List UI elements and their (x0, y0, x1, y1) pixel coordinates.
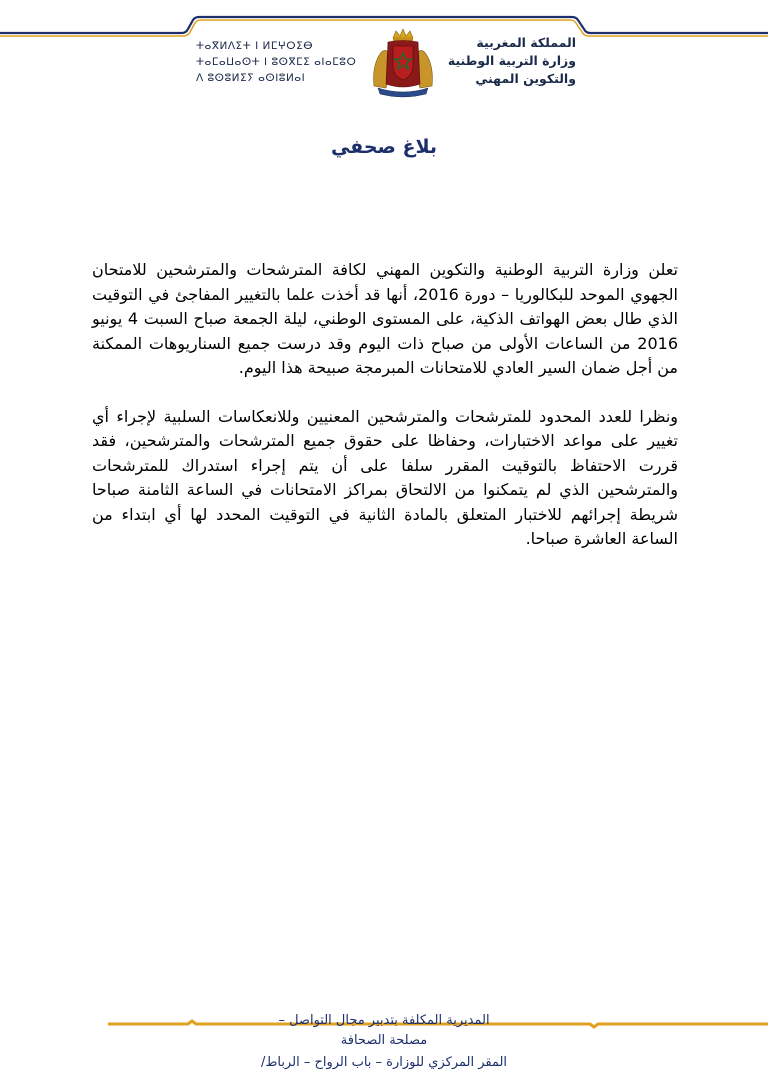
footer-address: المقر المركزي للوزارة – باب الرواح – الرباط/ (260, 1055, 508, 1070)
footer-directorate: المديرية المكلفة بتدبير مجال التواصل – (278, 1013, 490, 1028)
arabic-header-line-3: والتكوين المهني (475, 71, 576, 86)
tifinagh-line-3: ⴷ ⵓⵙⵓⵍⵉⵢ ⴰⵙⵏⵓⵍⴰⵏ (196, 72, 306, 84)
page-title: بلاغ صحفي (330, 136, 438, 158)
arabic-header-line-1: المملكة المغربية (476, 35, 576, 50)
royal-coat-of-arms-icon (366, 26, 440, 100)
body-paragraph-1: تعلن وزارة التربية الوطنية والتكوين المهني لكافة المترشحات والمترشحين للامتحان الجهوي الموحد للبكالوريا – دورة 2016، أنها قد أخذت علما بالتغيير المفاجئ في التوقيت الذي طال بعض الهواتف الذكية، على المستوى الوطني، ليلة الجمعة صباح السبت 4 يونيو 2016 من الساعات الأولى من صباح ذات اليوم وقد درست جميع السناريوهات الممكنة من أجل ضمان السير العادي للامتحانات المبرمجة صبيحة هذا اليوم. (92, 260, 679, 377)
tifinagh-line-1: ⵜⴰⴳⵍⴷⵉⵜ ⵏ ⵍⵎⵖⵔⵉⴱ (196, 40, 314, 52)
body-paragraph-2: ونظرا للعدد المحدود للمترشحات والمترشحين المعنيين وللانعكاسات السلبية لإجراء أي تغيير على مواعد الاختبارات، وحفاظا على حقوق جميع المترشحات والمترشحين، فقد قررت الاحتفاظ بالتوقيت المقرر سلفا على أن يتم إجراء استدراك للمترشحات والمترشحين الذي لم يتمكنوا من الالتحاق بمراكز الامتحانات في الساعة الثامنة صباحا شريطة إجرائهم للاختبار المتعلق بالمادة الثانية في التوقيت المحدد لها أي ابتداء من الساعة العاشرة صباحا. (92, 406, 678, 548)
tifinagh-ministry-name (196, 38, 366, 86)
press-release-body (92, 258, 678, 552)
arabic-ministry-name (446, 34, 576, 88)
tifinagh-line-2: ⵜⴰⵎⴰⵡⴰⵙⵜ ⵏ ⵓⵙⴳⵎⵉ ⴰⵏⴰⵎⵓⵔ (196, 56, 357, 68)
footer-press-service: مصلحة الصحافة (340, 1033, 428, 1048)
arabic-header-line-2: وزارة التربية الوطنية (447, 53, 576, 68)
